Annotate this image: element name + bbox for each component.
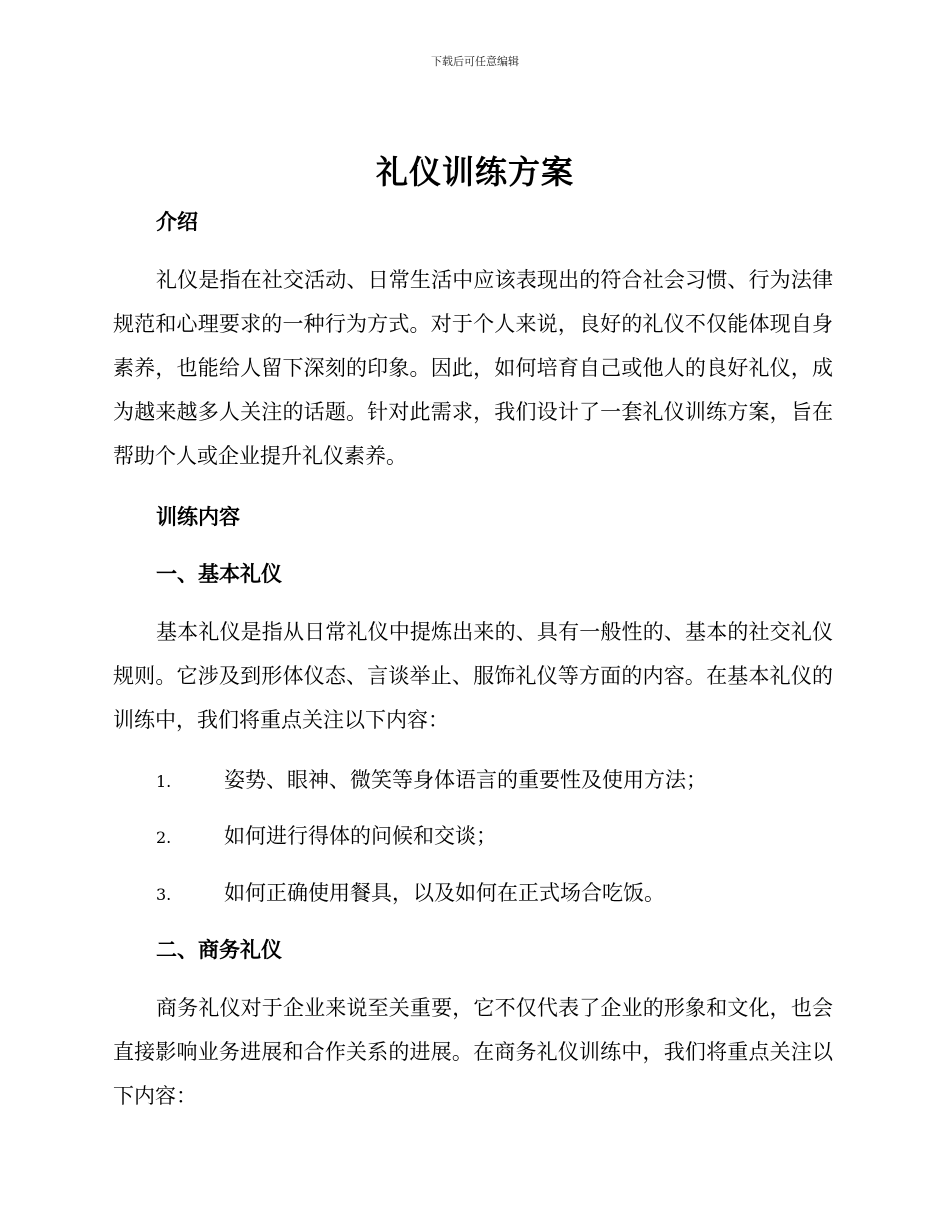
section-business-etiquette-paragraph: 商务礼仪对于企业来说至关重要，它不仅代表了企业的形象和文化，也会直接影响业务进展和合作关系的进展。在商务礼仪训练中，我们将重点关注以下内容：	[113, 996, 833, 1108]
list-item-number: 3.	[156, 885, 172, 904]
section-basic-etiquette-paragraph: 基本礼仪是指从日常礼仪中提炼出来的、具有一般性的、基本的社交礼仪规则。它涉及到形体仪态、言谈举止、服饰礼仪等方面的内容。在基本礼仪的训练中，我们将重点关注以下内容：	[113, 620, 833, 732]
list-item-text: 如何进行得体的问候和交谈；	[224, 824, 497, 848]
training-content-heading: 训练内容	[156, 505, 240, 529]
page-header-note: 下载后可任意编辑	[431, 55, 519, 68]
list-item-text: 姿势、眼神、微笑等身体语言的重要性及使用方法；	[224, 768, 707, 792]
list-item	[156, 821, 836, 853]
list-item-number: 2.	[156, 828, 172, 847]
list-item-text: 如何正确使用餐具，以及如何在正式场合吃饭。	[224, 881, 665, 905]
section-basic-etiquette-heading: 一、基本礼仪	[156, 562, 282, 586]
list-item-number: 1.	[156, 772, 172, 791]
intro-heading: 介绍	[156, 210, 198, 234]
list-item	[156, 765, 836, 797]
document-title: 礼仪训练方案	[375, 153, 574, 191]
section-business-etiquette-heading: 二、商务礼仪	[156, 938, 282, 962]
list-item	[156, 878, 836, 910]
intro-paragraph: 礼仪是指在社交活动、日常生活中应该表现出的符合社会习惯、行为法律规范和心理要求的一种行为方式。对于个人来说，良好的礼仪不仅能体现自身素养，也能给人留下深刻的印象。因此，如何培育自己或他人的良好礼仪，成为越来越多人关注的话题。针对此需求，我们设计了一套礼仪训练方案，旨在帮助个人或企业提升礼仪素养。	[113, 268, 833, 468]
